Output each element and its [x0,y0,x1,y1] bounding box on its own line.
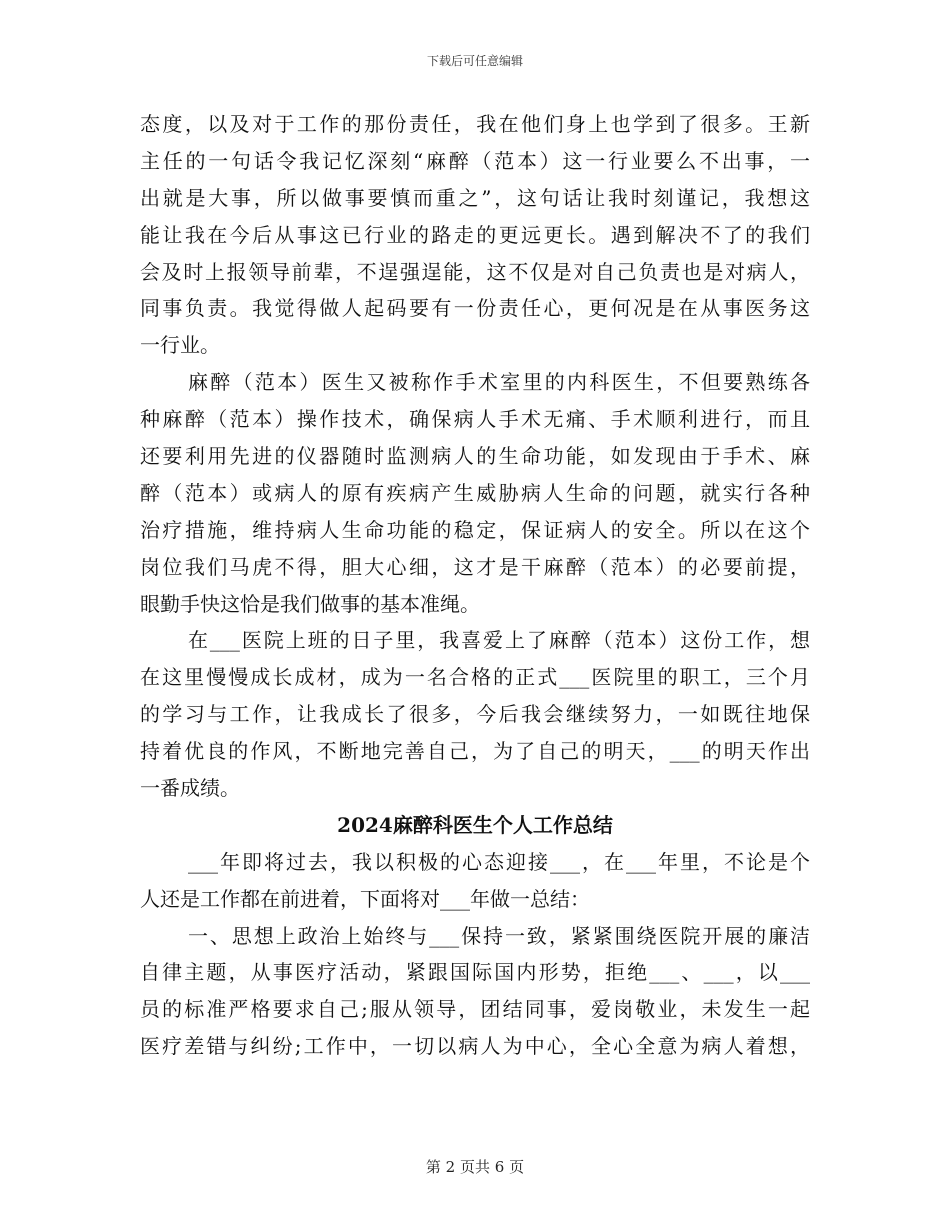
text-line: 员的标准严格要求自己;服从领导，团结同事，爱岗敬业，未发生一起 [140,997,810,1022]
text-line: 在___医院上班的日子里，我喜爱上了麻醉（范本）这份工作，想 [188,628,810,653]
paragraph [140,622,810,806]
text-line: 自律主题，从事医疗活动，紧跟国际国内形势，拒绝___、___，以___ [140,960,810,985]
text-line: 还要利用先进的仪器随时监测病人的生命功能，如发现由于手术、麻 [140,444,810,469]
text-line: 一、思想上政治上始终与___保持一致，紧紧围绕医院开展的廉洁 [188,923,810,948]
text-line: 主任的一句话令我记忆深刻“麻醉（范本）这一行业要么不出事，一 [140,148,810,173]
text-line: 一行业。 [140,333,220,358]
text-line: 的学习与工作，让我成长了很多，今后我会继续努力，一如既往地保 [140,702,810,727]
text-line: 态度，以及对于工作的那份责任，我在他们身上也学到了很多。王新 [140,112,810,136]
text-line: 眼勤手快这恰是我们做事的基本准绳。 [140,591,480,616]
text-line: 种麻醉（范本）操作技术，确保病人手术无痛、手术顺利进行，而且 [140,407,810,432]
text-line: 麻醉（范本）医生又被称作手术室里的内科医生，不但要熟练各 [188,370,810,395]
section-heading: 2024麻醉科医生个人工作总结 [337,812,613,837]
text-line: 岗位我们马虎不得，胆大心细，这才是干麻醉（范本）的必要前提， [140,554,810,579]
paragraph [140,918,810,1066]
text-line: 出就是大事，所以做事要慎而重之”，这句话让我时刻谨记，我想这 [140,185,810,210]
text-line: 持着优良的作风，不断地完善自己，为了自己的明天，___的明天作出 [140,739,810,764]
text-line: 医疗差错与纠纷;工作中，一切以病人为中心，全心全意为病人着想， [140,1034,810,1059]
text-line: 治疗措施，维持病人生命功能的稳定，保证病人的安全。所以在这个 [140,517,810,542]
text-line: 一番成绩。 [140,776,240,801]
page-number: 第 2 页共 6 页 [425,1158,525,1176]
paragraph [140,364,810,622]
text-line: ___年即将过去，我以积极的心态迎接___，在___年里，不论是个 [188,849,810,874]
paragraph [140,106,810,364]
text-line: 人还是工作都在前进着，下面将对___年做一总结： [140,886,590,911]
paragraph [140,844,810,918]
text-line: 醉（范本）或病人的原有疾病产生威胁病人生命的问题，就实行各种 [140,480,810,505]
text-line: 会及时上报领导前辈，不逞强逞能，这不仅是对自己负责也是对病人， [140,259,810,284]
document-body [140,106,810,1065]
text-line: 同事负责。我觉得做人起码要有一份责任心，更何况是在从事医务这 [140,296,810,321]
text-line: 能让我在今后从事这已行业的路走的更远更长。遇到解决不了的我们 [140,222,810,247]
text-line: 在这里慢慢成长成材，成为一名合格的正式___医院里的职工，三个月 [140,665,810,690]
page-header: 下载后可任意编辑 [426,54,523,68]
